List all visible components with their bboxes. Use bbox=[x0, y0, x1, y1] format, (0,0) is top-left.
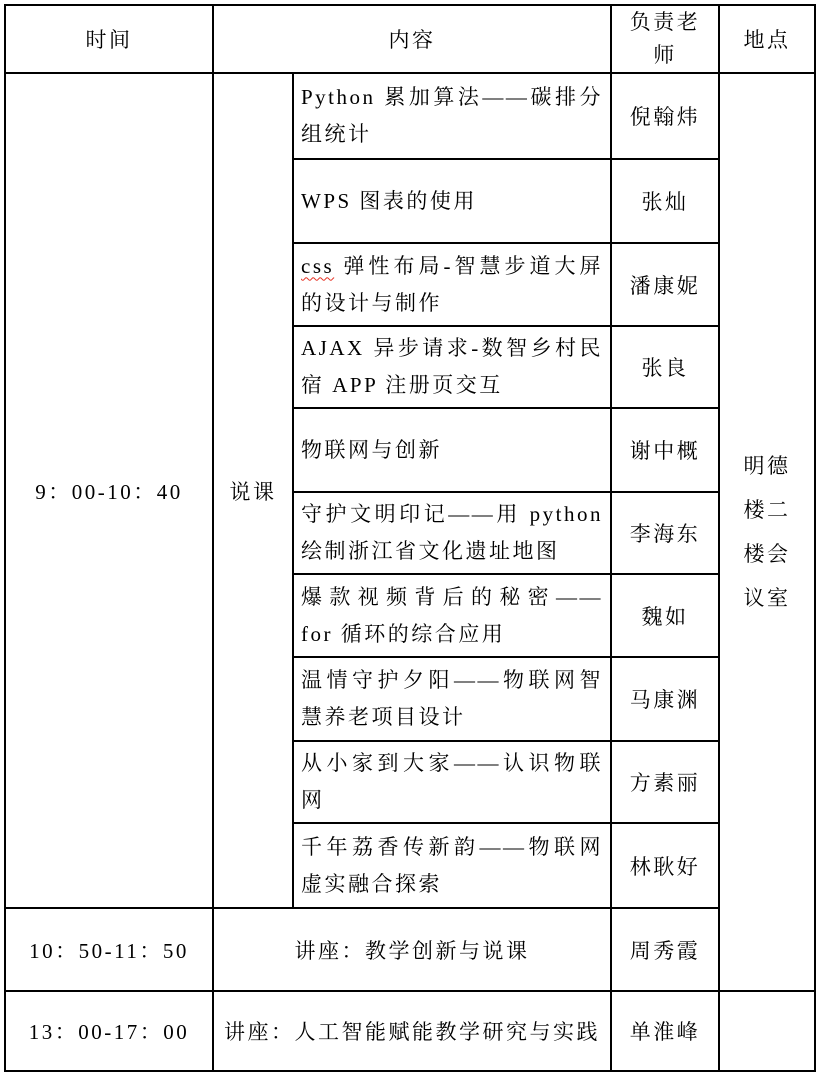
session-teacher-cell: 林耿好 bbox=[611, 823, 719, 908]
time-cell-morning: 9：00-10：40 bbox=[5, 73, 213, 908]
activity-type-cell: 说课 bbox=[213, 73, 293, 908]
content-line: 从小家到大家——认识物联 bbox=[301, 751, 603, 775]
content-line: 虚实融合探索 bbox=[301, 871, 442, 896]
schedule-table bbox=[4, 4, 816, 1072]
lecture-row bbox=[5, 991, 815, 1071]
session-row bbox=[5, 73, 815, 159]
content-line: 网 bbox=[301, 788, 325, 812]
location-cell-empty bbox=[719, 991, 815, 1071]
session-content-cell bbox=[293, 243, 611, 326]
teacher-cell: 周秀霞 bbox=[611, 908, 719, 991]
lecture-title-cell: 讲座：人工智能赋能教学研究与实践 bbox=[213, 991, 611, 1071]
location-cell bbox=[719, 73, 815, 991]
session-teacher-cell: 魏如 bbox=[611, 574, 719, 657]
session-content-cell bbox=[293, 73, 611, 159]
session-content-cell bbox=[293, 741, 611, 823]
content-line: 千年荔香传新韵——物联网 bbox=[301, 834, 603, 859]
lecture-title-cell: 讲座：教学创新与说课 bbox=[213, 908, 611, 991]
session-teacher-cell: 方素丽 bbox=[611, 741, 719, 823]
header-time: 时间 bbox=[5, 5, 213, 73]
time-cell-lecture-1: 10：50-11：50 bbox=[5, 908, 213, 991]
session-content-cell bbox=[293, 574, 611, 657]
content-line: 慧养老项目设计 bbox=[301, 705, 466, 729]
content-line: 爆款视频背后的秘密—— bbox=[301, 584, 603, 609]
content-line: 温情守护夕阳——物联网智 bbox=[301, 668, 603, 692]
session-teacher-cell: 潘康妮 bbox=[611, 243, 719, 326]
session-content-cell bbox=[293, 823, 611, 908]
session-teacher-cell: 马康渊 bbox=[611, 657, 719, 741]
session-teacher-cell: 谢中概 bbox=[611, 408, 719, 492]
lecture-row bbox=[5, 908, 815, 991]
header-content: 内容 bbox=[213, 5, 611, 73]
header-teacher bbox=[611, 5, 719, 73]
session-teacher-cell: 张灿 bbox=[611, 159, 719, 243]
content-line: 守护文明印记——用 python bbox=[301, 502, 603, 526]
teacher-cell: 单淮峰 bbox=[611, 991, 719, 1071]
content-line: css 弹性布局-智慧步道大屏 bbox=[301, 253, 603, 278]
session-content-cell bbox=[293, 408, 611, 492]
content-line: 组统计 bbox=[301, 122, 372, 146]
content-line: AJAX 异步请求-数智乡村民 bbox=[301, 336, 603, 360]
content-line: for 循环的综合应用 bbox=[301, 621, 506, 646]
header-location: 地点 bbox=[719, 5, 815, 73]
content-line: Python 累加算法——碳排分 bbox=[301, 85, 603, 109]
session-content-cell bbox=[293, 159, 611, 243]
header-teacher-label: 负责老师 bbox=[629, 10, 701, 67]
session-content-cell bbox=[293, 657, 611, 741]
content-line: WPS 图表的使用 bbox=[301, 188, 477, 213]
content-line: 的设计与制作 bbox=[301, 290, 442, 315]
content-line: 绘制浙江省文化遗址地图 bbox=[301, 539, 560, 563]
session-teacher-cell: 倪翰炜 bbox=[611, 73, 719, 159]
header-row bbox=[5, 5, 815, 73]
content-line: 宿 APP 注册页交互 bbox=[301, 373, 503, 397]
spellcheck-wavy-underline: css bbox=[301, 253, 335, 278]
session-teacher-cell: 李海东 bbox=[611, 492, 719, 574]
time-cell-lecture-2: 13：00-17：00 bbox=[5, 991, 213, 1071]
content-line: 物联网与创新 bbox=[301, 437, 442, 462]
session-teacher-cell: 张良 bbox=[611, 326, 719, 408]
session-content-cell bbox=[293, 492, 611, 574]
location-label: 明德楼二楼会议室 bbox=[743, 454, 791, 610]
session-content-cell bbox=[293, 326, 611, 408]
